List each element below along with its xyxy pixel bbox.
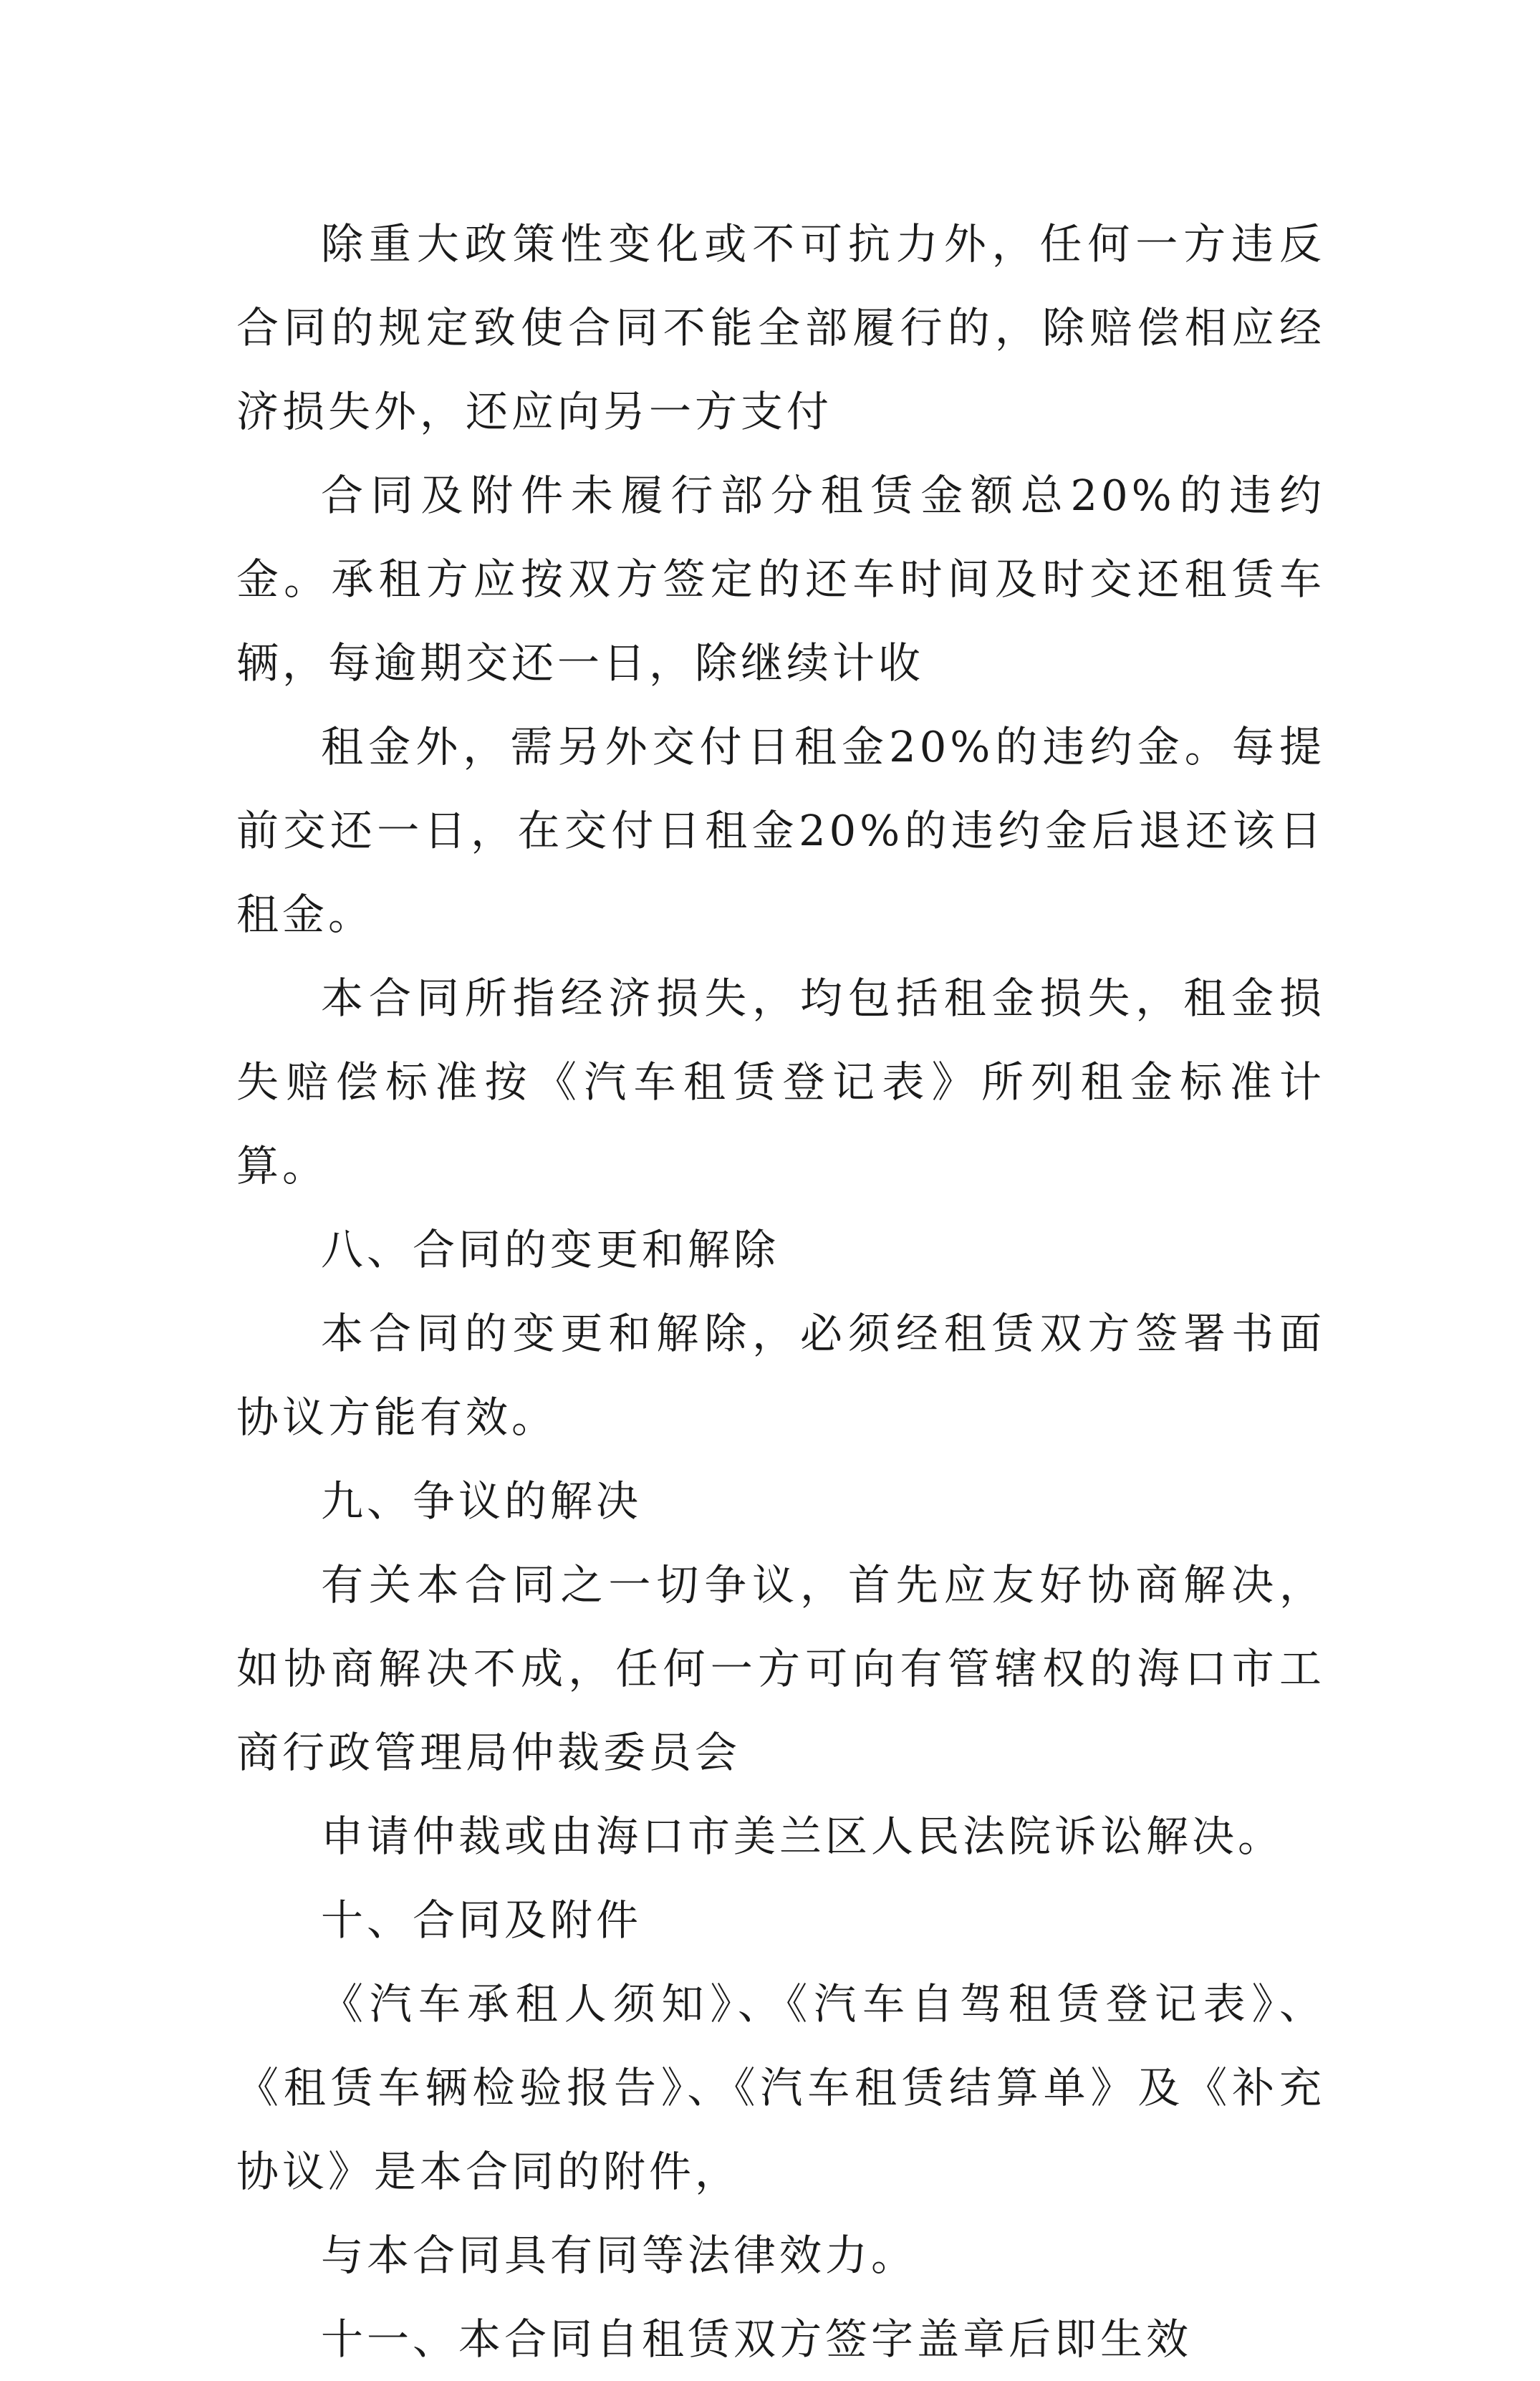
paragraph-arbitration: 申请仲裁或由海口市美兰区人民法院诉讼解决。 — [321, 1812, 1284, 1861]
paragraph-economic-loss: 本合同所指经济损失，均包括租金损失，租金损失赔偿标准按《汽车租赁登记表》所列租金标准计算。 — [236, 973, 1325, 1190]
section-heading-9: 九、争议的解决 — [321, 1476, 643, 1526]
paragraph-modification: 本合同的变更和解除，必须经租赁双方签署书面协议方能有效。 — [236, 1309, 1325, 1442]
paragraph-dispute: 有关本合同之一切争议，首先应友好协商解决，如协商解决不成，任何一方可向有管辖权的海口市工商行政管理局仲裁委员会 — [236, 1560, 1325, 1777]
section-heading-10: 十、合同及附件 — [321, 1895, 643, 1945]
section-heading-8: 八、合同的变更和解除 — [321, 1225, 780, 1274]
paragraph-breach-liability: 除重大政策性变化或不可抗力外，任何一方违反合同的规定致使合同不能全部履行的，除赔偿相应经济损失外，还应向另一方支付 — [236, 219, 1325, 436]
paragraph-attachments: 《汽车承租人须知》、《汽车自驾租赁登记表》、《租赁车辆检验报告》、《汽车租赁结算单》及《补充协议》是本合同的附件， — [236, 1979, 1325, 2196]
section-heading-11: 十一、本合同自租赁双方签字盖章后即生效 — [321, 2314, 1193, 2364]
paragraph-penalty-late-return: 合同及附件未履行部分租赁金额总20%的违约金。承租方应按双方签定的还车时间及时交还租赁车辆，每逾期交还一日，除继续计收 — [236, 471, 1325, 688]
paragraph-penalty-early-return: 租金外，需另外交付日租金20%的违约金。每提前交还一日，在交付日租金20%的违约金后退还该日租金。 — [236, 722, 1325, 939]
contract-body — [236, 202, 1325, 2381]
paragraph-legal-effect: 与本合同具有同等法律效力。 — [321, 2231, 918, 2280]
